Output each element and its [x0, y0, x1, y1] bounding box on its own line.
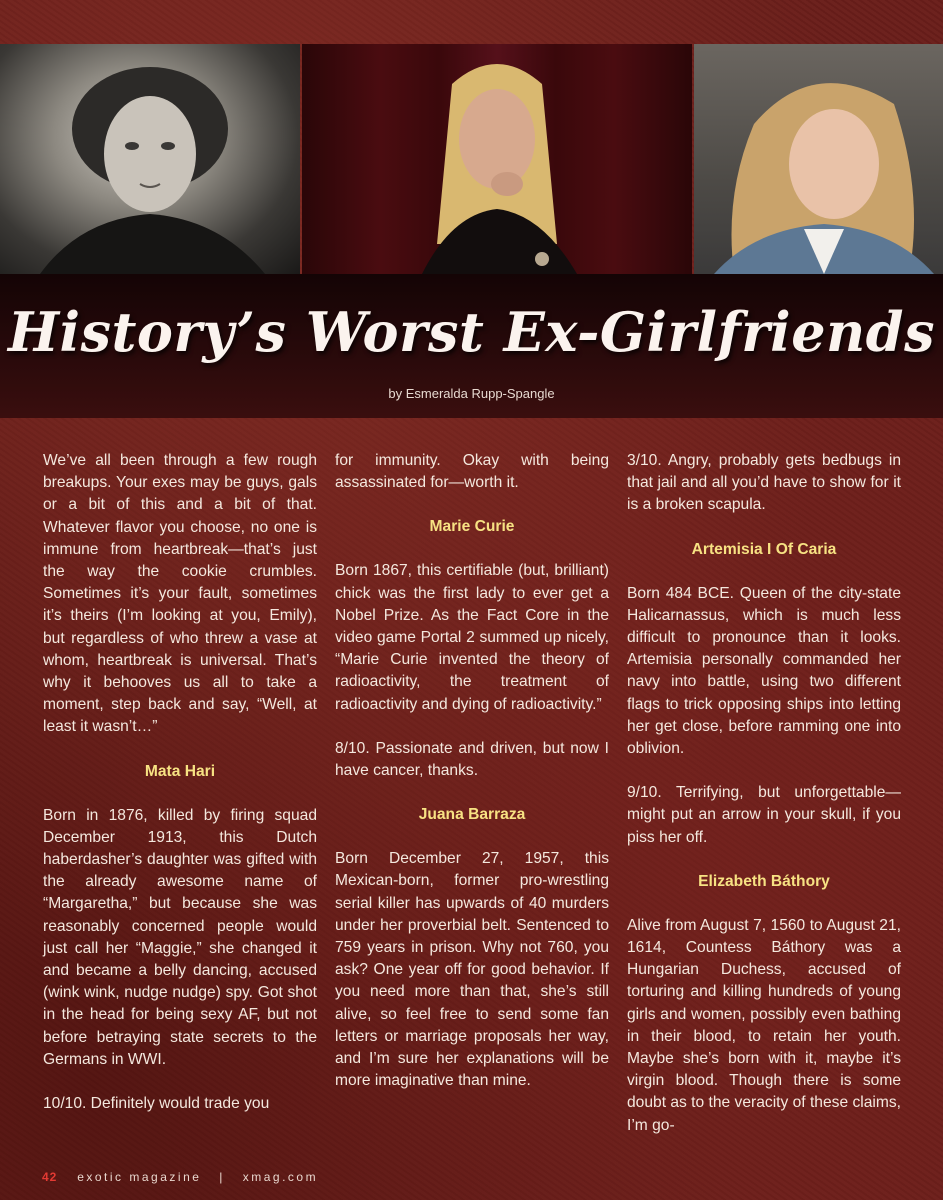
marie-curie-paragraph: Born 1867, this certifiable (but, brilliant) chick was the first lady to ever get a Nobel Prize. As the Fact Core in the video game Portal 2 summed up nicely, “Marie Curie invented the theory of radioactivity, the treatment of radioactivity and dying of radioactivity.” — [335, 562, 609, 713]
article-column-3 — [627, 450, 901, 1159]
photo-marie-curie — [0, 44, 300, 274]
section-heading-artemisia: Artemisia I Of Caria — [691, 540, 837, 558]
portrait-illustration — [694, 44, 943, 274]
portrait-illustration — [0, 44, 300, 274]
photo-juana-barraza — [302, 44, 692, 274]
photo-strip — [0, 44, 943, 274]
artemisia-rating: 9/10. Terrifying, but unforgettable—might put an arrow in your skull, if you piss her off. — [627, 784, 901, 846]
article-byline: by Esmeralda Rupp-Spangle — [388, 386, 555, 401]
article-column-1 — [43, 450, 317, 1137]
intro-paragraph: We’ve all been through a few rough breakups. Your exes may be guys, gals or a bit of this and a bit of that. Whatever flavor you choose, no one is immune from heartbreak—that’s just the way the cookie crumbles. Sometimes it’s your fault, sometimes it’s theirs (I’m looking at you, Emily), but regardless of who threw a vase at whom, heartbreak is universal. That’s why it behooves us all to take a moment, step back and say, “Well, at least it wasn’t…” — [43, 452, 317, 736]
page-footer — [42, 1170, 318, 1184]
artemisia-paragraph: Born 484 BCE. Queen of the city-state Halicarnassus, which is much less difficult to pronounce than it looks. Artemisia personally commanded her navy into battle, using two different flags to trick opposing ships into letting her get close, before ramming one into oblivion. — [627, 584, 901, 758]
section-heading-juana-barraza: Juana Barraza — [418, 806, 526, 824]
juana-barraza-rating: 3/10. Angry, probably gets bedbugs in that jail and all you’d have to show for it is a broken scapula. — [627, 452, 901, 514]
magazine-name: exotic magazine — [77, 1170, 202, 1184]
mata-hari-rating: 10/10. Definitely would trade you — [43, 1095, 270, 1113]
magazine-site: xmag.com — [242, 1170, 319, 1184]
portrait-illustration — [302, 44, 692, 274]
mata-hari-rating-continued: for immunity. Okay with being assassinated for—worth it. — [335, 452, 609, 492]
section-heading-elizabeth-bathory: Elizabeth Báthory — [698, 872, 830, 890]
section-heading-marie-curie: Marie Curie — [429, 518, 515, 536]
article-column-2 — [335, 450, 609, 1114]
mata-hari-paragraph: Born in 1876, killed by firing squad December 1913, this Dutch haberdasher’s daughter was gifted with the already awesome name of “Margaretha,” but because she was reasonably concerned people would just call her “Maggie,” she changed it and became a belly dancing, accused (wink wink, nudge nudge) spy. Got shot in the head for being sexy AF, but not before betraying state secrets to the Germans in WWI. — [43, 806, 317, 1068]
photo-artemisia — [694, 44, 943, 274]
page-number: 42 — [42, 1170, 58, 1184]
marie-curie-rating: 8/10. Passionate and driven, but now I have cancer, thanks. — [335, 739, 609, 780]
juana-barraza-paragraph: Born December 27, 1957, this Mexican-born, former pro-wrestling serial killer has upwards of 40 murders under her proverbial belt. Sentenced to 759 years in prison. Why not 760, you ask? One year off for good behavior. If you need more than that, she’s still alive, so feel free to send some fan letters or marriage proposals her way, and I’m sure her explanations will be more imaginative than mine. — [335, 850, 609, 1090]
section-heading-mata-hari: Mata Hari — [144, 762, 216, 780]
elizabeth-bathory-paragraph: Alive from August 7, 1560 to August 21, 1614, Countess Báthory was a Hungarian Duchess, accused of torturing and killing hundreds of young girls and women, possibly even bathing in their blood, to retain her youth. Maybe she’s born with it, maybe it’s virgin blood. Though there is some doubt as to the veracity of these claims, I’m go- — [627, 916, 901, 1134]
footer-separator: | — [219, 1170, 225, 1184]
article-title: History’s Worst Ex-Girlfriends — [8, 300, 935, 364]
